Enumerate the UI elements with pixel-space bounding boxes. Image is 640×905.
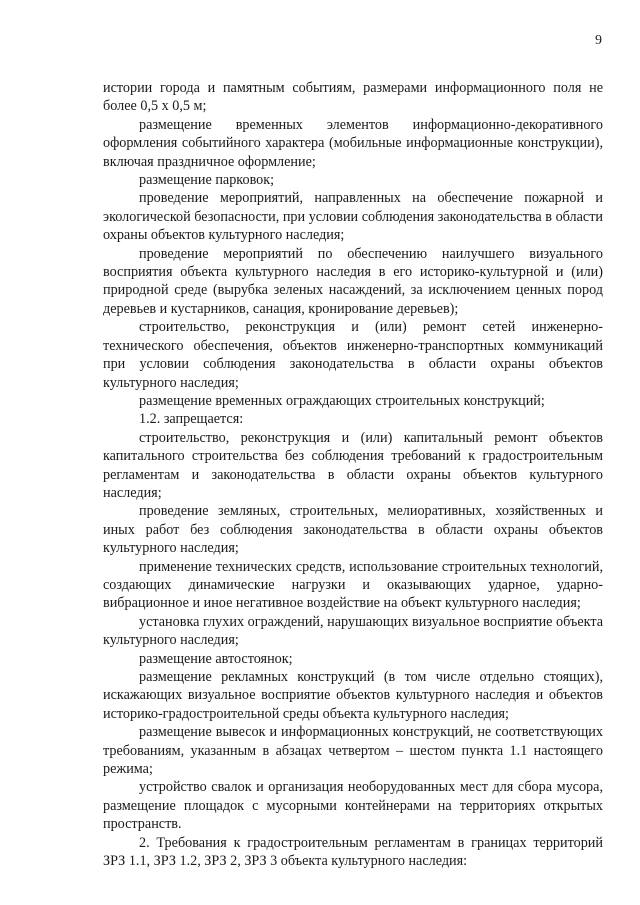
paragraph: устройство свалок и организация необорудованных мест для сбора мусора, размещение площадок с мусорными контейнерами на территориях открытых пространств. (103, 779, 603, 833)
paragraph: строительство, реконструкция и (или) ремонт сетей инженерно-технического обеспечения, объектов инженерно-транспортных коммуникаций при условии соблюдения законодательства в области охраны объектов культурного наследия; (103, 319, 603, 391)
paragraph: строительство, реконструкция и (или) капитальный ремонт объектов капитального строительства без соблюдения требований к градостроительным регламентам и законодательства в области охраны объектов культурного наследия; (103, 429, 603, 501)
paragraph: проведение земляных, строительных, мелиоративных, хозяйственных и иных работ без соблюдения законодательства в области охраны объектов культурного наследия; (103, 503, 603, 557)
paragraph: размещение временных ограждающих строительных конструкций; (139, 392, 545, 409)
paragraph: размещение вывесок и информационных конструкций, не соответствующих требованиям, указанным в абзацах четвертом – шестом пункта 1.1 настоящего режима; (103, 724, 603, 778)
paragraph: размещение автостоянок; (139, 650, 293, 667)
paragraph: размещение рекламных конструкций (в том числе отдельно стоящих), искажающих визуальное восприятие объектов культурного наследия и объектов историко-градостроительной среды объекта культурного наследия; (103, 669, 603, 722)
paragraph: проведение мероприятий по обеспечению наилучшего визуального восприятия объекта культурного наследия в его историко-культурной и (или) природной среде (вырубка зеленых насаждений, за исключением ценных пород деревьев и кустарников, санация, кронирование деревьев); (103, 245, 603, 317)
paragraph: проведение мероприятий, направленных на обеспечение пожарной и экологической безопасности, при условии соблюдения законодательства в области охраны объектов культурного наследия; (103, 190, 603, 244)
section-heading: 1.2. запрещается: (139, 411, 244, 428)
paragraph: размещение временных элементов информационно-декоративного оформления событийного характера (мобильные информационные конструкции), включая праздничное оформление; (103, 116, 603, 170)
paragraph: установка глухих ограждений, нарушающих визуальное восприятие объекта культурного наследия; (103, 613, 603, 649)
section-heading: 2. Требования к градостроительным регламентам в границах территорий ЗРЗ 1.1, ЗРЗ 1.2, ЗРЗ 2, ЗРЗ 3 объекта культурного наследия: (103, 834, 603, 870)
paragraph: применение технических средств, использование строительных технологий, создающих динамические нагрузки и оказывающих ударное, ударно-вибрационное и иное негативное воздействие на объект культурного наследия; (103, 558, 603, 612)
paragraph: размещение парковок; (139, 172, 275, 189)
page-number: 9 (595, 33, 602, 48)
paragraph: истории города и памятным событиям, размерами информационного поля не более 0,5 х 0,5 м; (103, 80, 603, 115)
document-body (103, 79, 603, 870)
